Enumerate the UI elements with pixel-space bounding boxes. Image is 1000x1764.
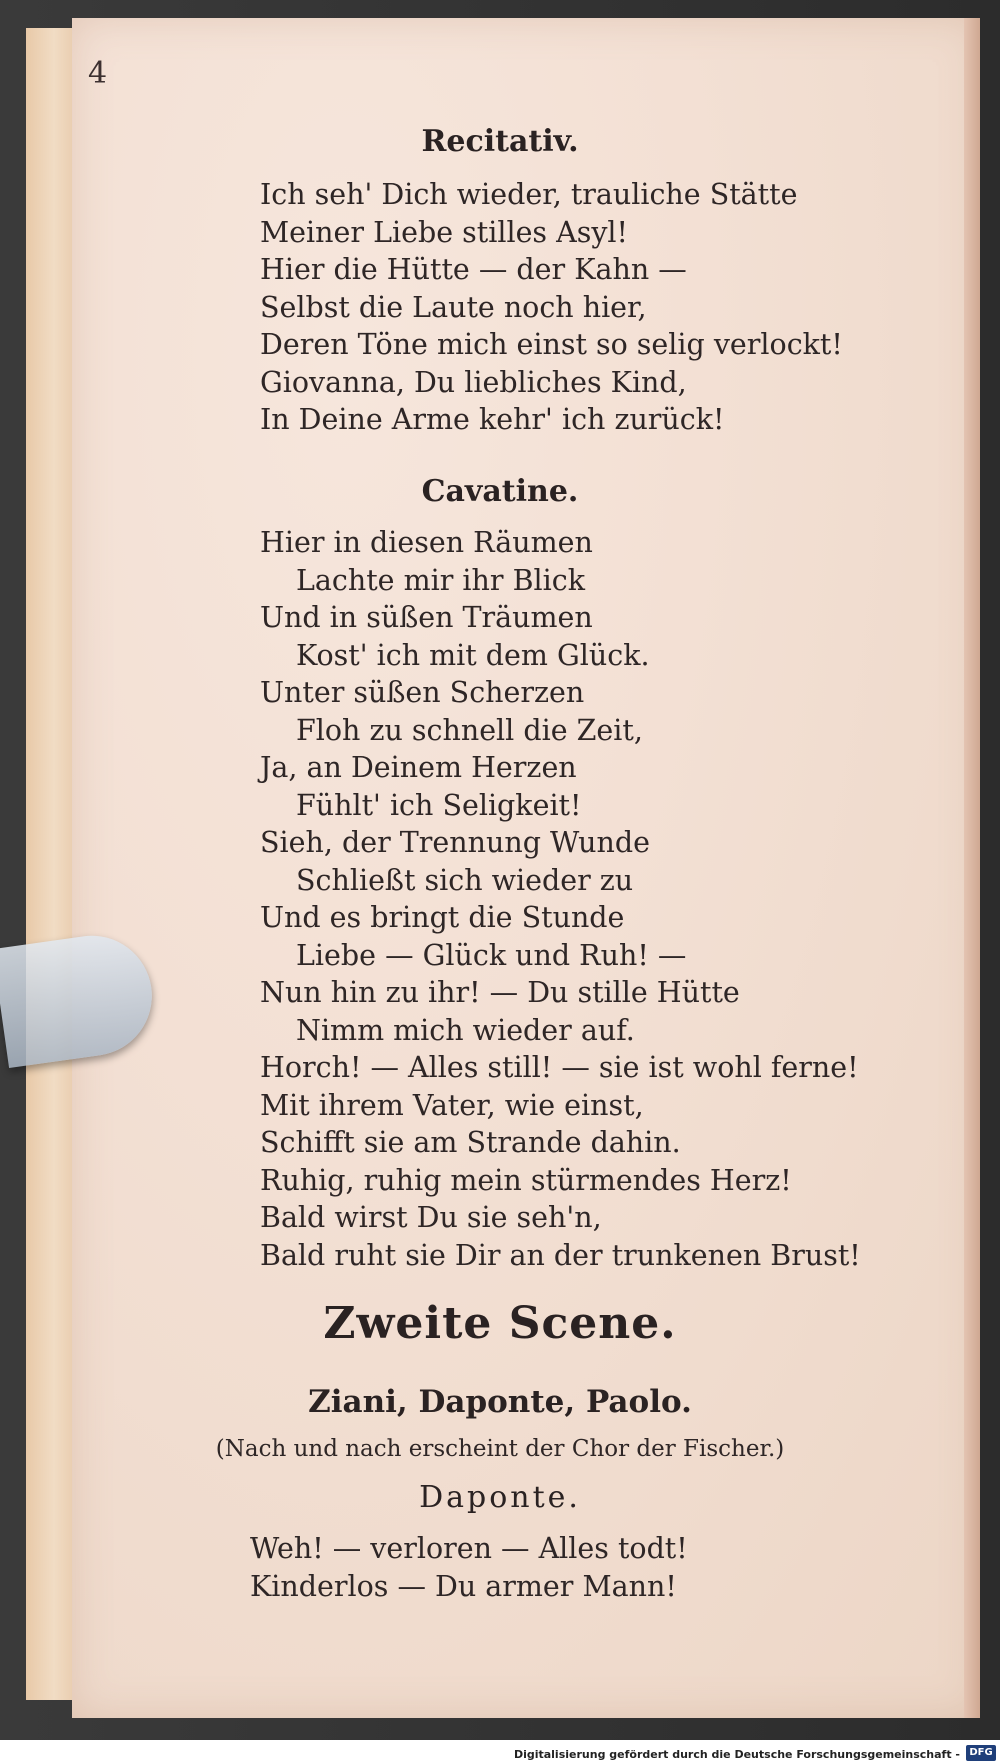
verse-line: Sieh, der Trennung Wunde [260, 826, 650, 859]
verse-line: Und in süßen Träumen [260, 601, 593, 634]
verse-line: Weh! — verloren — Alles todt! [250, 1532, 688, 1565]
verse-line: Kost' ich mit dem Glück. [296, 638, 650, 672]
verse-line: Und es bringt die Stunde [260, 901, 625, 934]
scene-title: Zweite Scene. [323, 1298, 677, 1349]
speaker-name: Daponte. [419, 1480, 581, 1515]
dialogue-text [250, 1530, 688, 1605]
page-number: 4 [88, 56, 108, 91]
cavatine-heading: Cavatine. [421, 474, 579, 509]
verse-line: Bald wirst Du sie seh'n, [260, 1201, 602, 1234]
verse-line: Ich seh' Dich wieder, trauliche Stätte [260, 178, 798, 211]
digitization-credit: Digitalisierung gefördert durch die Deutsche Forschungsgemeinschaft - [513, 1748, 960, 1761]
verse-line: Giovanna, Du liebliches Kind, [260, 365, 687, 399]
verse-line: In Deine Arme kehr' ich zurück! [260, 403, 725, 436]
verse-line: Hier die Hütte — der Kahn — [260, 253, 687, 286]
verse-line: Meiner Liebe stilles Asyl! [260, 215, 628, 249]
verse-line: Nun hin zu ihr! — Du stille Hütte [260, 976, 740, 1009]
verse-line: Schifft sie am Strande dahin. [260, 1126, 681, 1159]
verse-line: Fühlt' ich Seligkeit! [296, 788, 582, 822]
verse-line: Kinderlos — Du armer Mann! [250, 1569, 677, 1603]
verse-line: Horch! — Alles still! — sie ist wohl ferne! [260, 1051, 859, 1084]
verse-line: Selbst die Laute noch hier, [260, 290, 647, 324]
verse-line: Schließt sich wieder zu [296, 863, 634, 897]
stage-direction: (Nach und nach erscheint der Chor der Fischer.) [215, 1436, 785, 1462]
verse-line: Liebe — Glück und Ruh! — [296, 938, 687, 972]
verse-line: Mit ihrem Vater, wie einst, [260, 1088, 644, 1122]
verse-line: Ruhig, ruhig mein stürmendes Herz! [260, 1163, 792, 1197]
verse-line: Lachte mir ihr Blick [296, 563, 585, 597]
verse-line: Ja, an Deinem Herzen [260, 751, 577, 784]
cavatine-text [260, 524, 861, 1274]
recitativ-heading: Recitativ. [421, 124, 579, 159]
verse-line: Floh zu schnell die Zeit, [296, 713, 643, 747]
verse-line: Bald ruht sie Dir an der trunkenen Brust! [260, 1238, 861, 1272]
page-right-edge [964, 18, 980, 1718]
verse-line: Unter süßen Scherzen [260, 676, 585, 709]
verse-line: Nimm mich wieder auf. [296, 1013, 635, 1047]
scene-persons: Ziani, Daponte, Paolo. [308, 1384, 692, 1420]
recitativ-text [260, 176, 843, 439]
dfg-logo-icon: DFG [966, 1745, 996, 1761]
verse-line: Deren Töne mich einst so selig verlockt! [260, 328, 843, 361]
verse-line: Hier in diesen Räumen [260, 526, 593, 559]
